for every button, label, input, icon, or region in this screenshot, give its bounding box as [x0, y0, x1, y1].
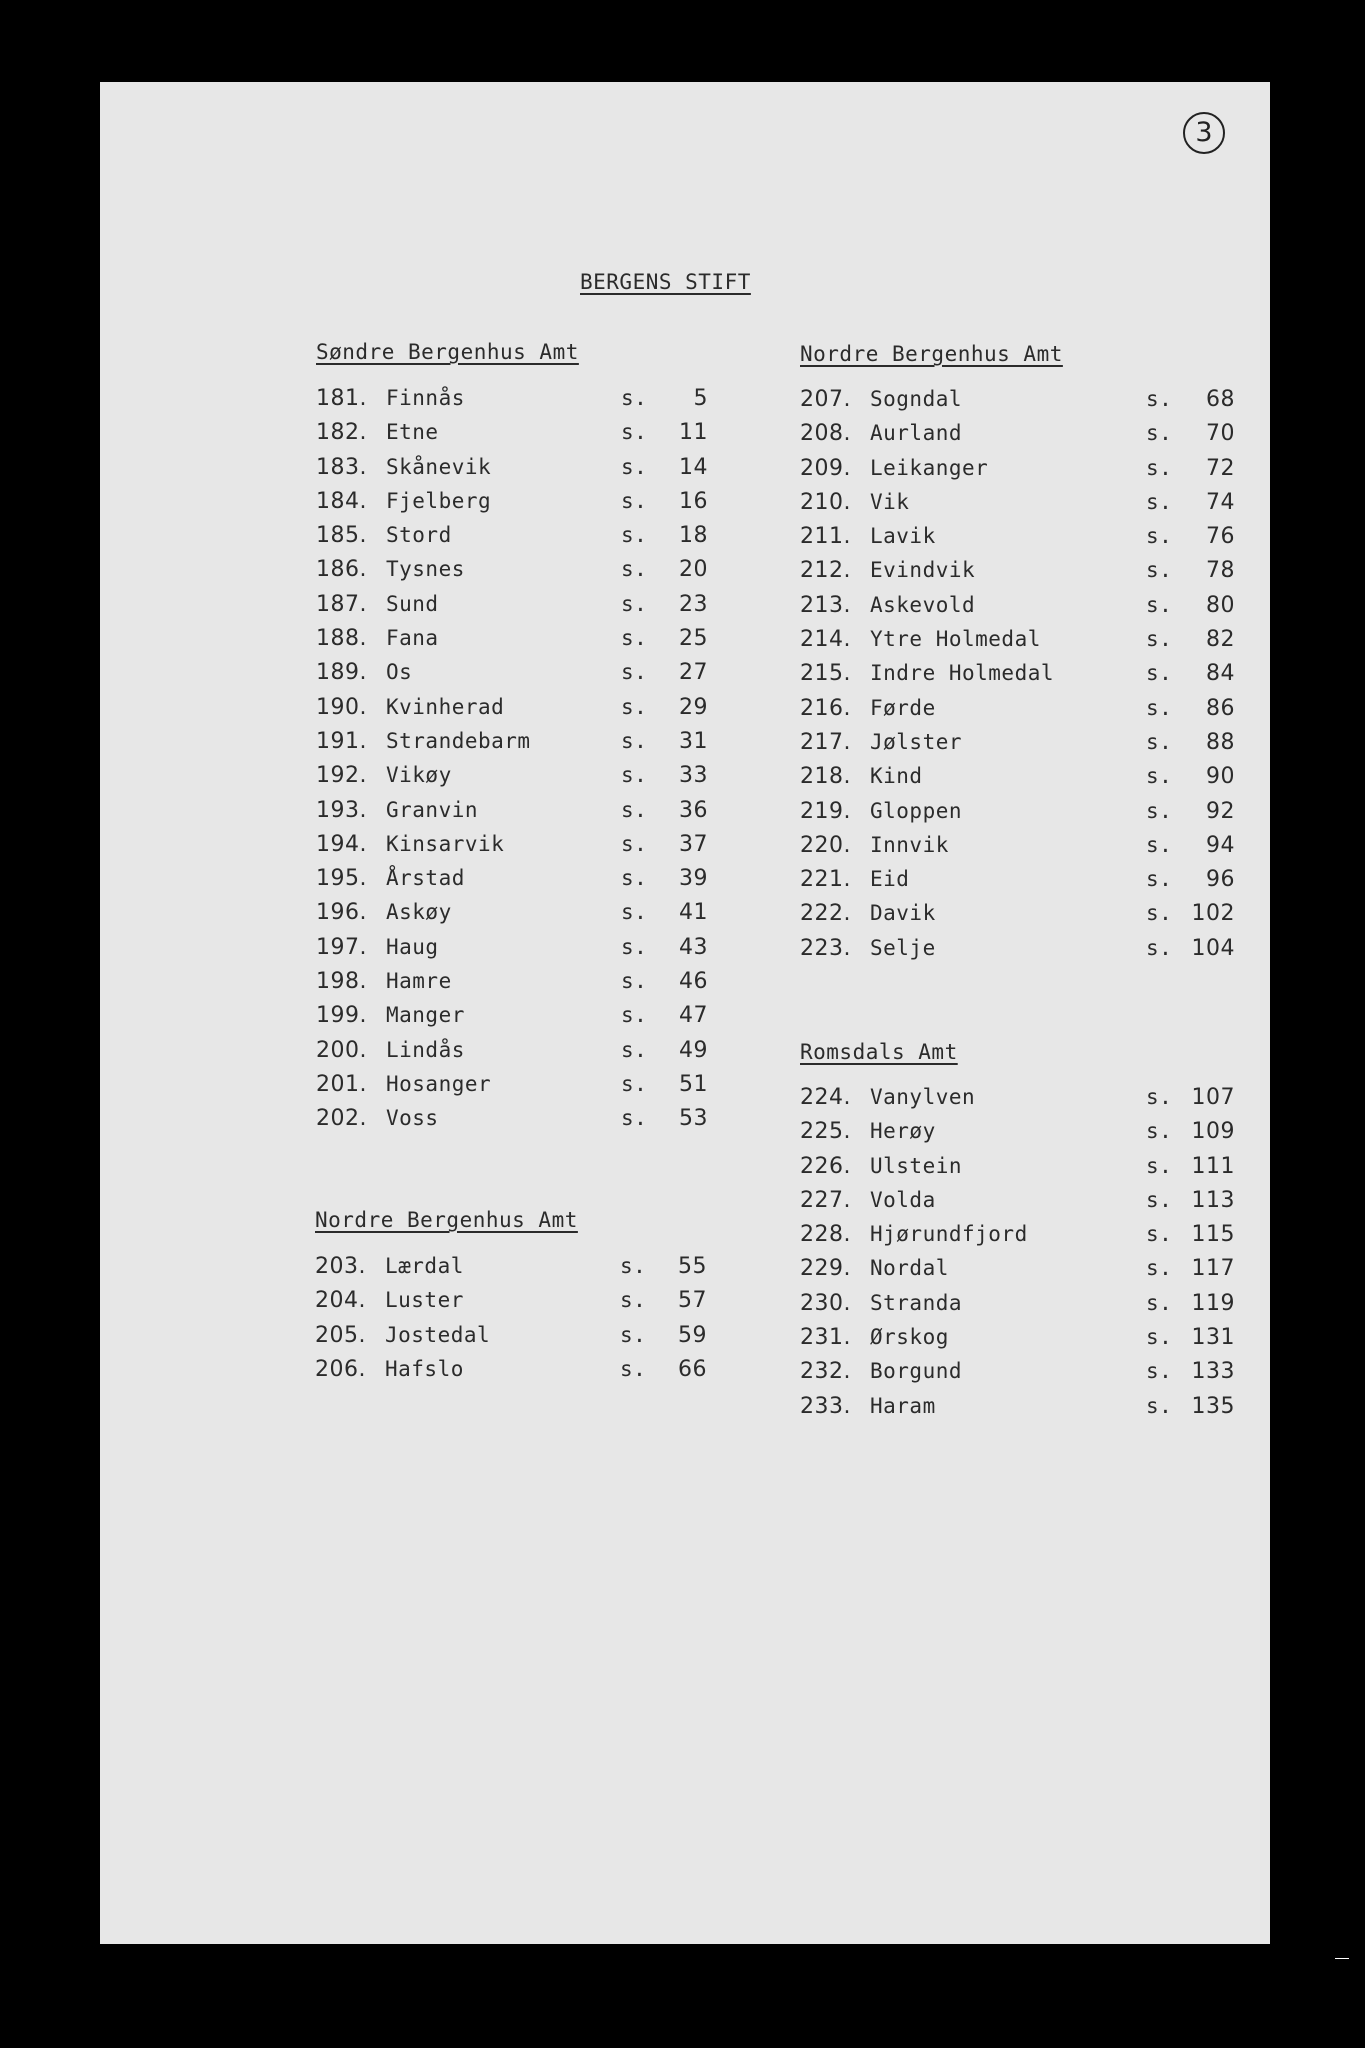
page-abbrev: s.	[620, 1322, 647, 1347]
entry-number: 218.	[800, 764, 851, 790]
list-item	[800, 901, 1240, 935]
entry-number: 221.	[800, 867, 851, 893]
page-ref-number: 27	[679, 660, 708, 686]
parish-name: Vanylven	[870, 1085, 976, 1109]
page-abbrev: s.	[1146, 901, 1173, 926]
entry-number: 214.	[800, 627, 851, 653]
list-item	[800, 661, 1240, 695]
page-ref-number: 76	[1206, 524, 1235, 550]
entry-number: 184.	[316, 488, 367, 514]
entry-number: 185.	[316, 523, 367, 549]
page-abbrev: s.	[1146, 1085, 1173, 1109]
list-item	[316, 695, 716, 729]
page-abbrev: s.	[1146, 1153, 1173, 1178]
list-item	[316, 489, 716, 523]
page-abbrev: s.	[621, 969, 648, 994]
page-abbrev: s.	[1146, 1393, 1173, 1418]
section-list-nordre-bergenhus-left	[315, 1254, 715, 1391]
list-item	[315, 1254, 715, 1288]
page-abbrev: s.	[621, 694, 648, 719]
parish-name: Evindvik	[870, 558, 976, 583]
page-abbrev: s.	[621, 488, 648, 513]
list-item	[800, 1085, 1240, 1119]
list-item	[316, 798, 716, 832]
section-heading-romsdals-amt: Romsdals Amt	[800, 1040, 958, 1064]
parish-name: Lærdal	[385, 1254, 464, 1278]
page-ref-number: 43	[679, 934, 708, 960]
parish-name: Ørskog	[870, 1325, 949, 1350]
list-item	[800, 456, 1240, 490]
parish-name: Selje	[870, 935, 936, 960]
entry-number: 191.	[316, 728, 367, 754]
list-item	[800, 1222, 1240, 1256]
page-abbrev: s.	[621, 763, 648, 788]
entry-number: 201.	[316, 1071, 367, 1097]
parish-name: Nordal	[870, 1256, 949, 1281]
parish-name: Hjørundfjord	[870, 1222, 1028, 1247]
list-item	[800, 764, 1240, 798]
page-abbrev: s.	[621, 1003, 648, 1028]
entry-number: 222.	[800, 901, 851, 927]
page-number-circled: 3	[1183, 112, 1225, 154]
parish-name: Ulstein	[870, 1153, 963, 1178]
parish-name: Kind	[870, 764, 923, 789]
page-ref-number: 90	[1206, 764, 1235, 790]
entry-number: 208.	[800, 421, 851, 447]
entry-number: 225.	[800, 1119, 851, 1145]
page-abbrev: s.	[620, 1254, 647, 1278]
parish-name: Jostedal	[385, 1322, 491, 1347]
entry-number: 220.	[800, 832, 851, 858]
page-abbrev: s.	[620, 1356, 647, 1381]
parish-name: Herøy	[870, 1119, 936, 1144]
page-ref-number: 25	[679, 626, 708, 652]
parish-name: Davik	[870, 901, 936, 926]
page-abbrev: s.	[621, 523, 648, 548]
page-abbrev: s.	[1146, 524, 1173, 549]
page-abbrev: s.	[1146, 627, 1173, 652]
list-item	[316, 592, 716, 626]
entry-number: 202.	[316, 1106, 367, 1132]
entry-number: 213.	[800, 592, 851, 618]
page-ref-number: 102	[1191, 901, 1235, 927]
list-item	[315, 1288, 715, 1322]
list-item	[800, 593, 1240, 627]
entry-number: 189.	[316, 660, 367, 686]
page-ref-number: 41	[679, 900, 708, 926]
page-ref-number: 84	[1206, 661, 1235, 687]
list-item	[800, 1119, 1240, 1153]
page-ref-number: 37	[679, 831, 708, 857]
paper-page	[100, 82, 1270, 1944]
entry-number: 188.	[316, 626, 367, 652]
parish-name: Askevold	[870, 592, 976, 617]
parish-name: Kinsarvik	[386, 831, 505, 856]
parish-name: Sund	[386, 591, 439, 616]
list-item	[800, 1394, 1240, 1428]
parish-name: Luster	[385, 1288, 464, 1313]
page-abbrev: s.	[1146, 1222, 1173, 1247]
entry-number: 227.	[800, 1187, 851, 1213]
page-abbrev: s.	[1146, 798, 1173, 823]
section-list-romsdals-amt	[800, 1085, 1240, 1428]
list-item	[316, 626, 716, 660]
page-abbrev: s.	[1146, 387, 1173, 411]
list-item	[316, 1106, 716, 1140]
entry-number: 195.	[316, 866, 367, 892]
parish-name: Kvinherad	[386, 694, 505, 719]
section-list-nordre-bergenhus-right	[800, 387, 1240, 970]
page-ref-number: 72	[1206, 455, 1235, 481]
entry-number: 203.	[315, 1254, 366, 1279]
list-item	[800, 1325, 1240, 1359]
list-item	[800, 524, 1240, 558]
parish-name: Fana	[386, 626, 439, 651]
page-ref-number: 82	[1206, 627, 1235, 653]
page-abbrev: s.	[1146, 935, 1173, 960]
page-abbrev: s.	[621, 557, 648, 582]
page-ref-number: 33	[679, 763, 708, 789]
page-ref-number: 46	[679, 969, 708, 995]
list-item	[316, 832, 716, 866]
page-abbrev: s.	[621, 866, 648, 891]
page-ref-number: 68	[1206, 387, 1235, 412]
page-ref-number: 96	[1206, 867, 1235, 893]
list-item	[800, 558, 1240, 592]
page-ref-number: 92	[1206, 798, 1235, 824]
page-ref-number: 47	[679, 1003, 708, 1029]
page-ref-number: 31	[679, 728, 708, 754]
page-abbrev: s.	[1146, 1359, 1173, 1384]
page-abbrev: s.	[1146, 455, 1173, 480]
page-ref-number: 111	[1191, 1153, 1235, 1179]
page-ref-number: 70	[1206, 421, 1235, 447]
page-abbrev: s.	[621, 728, 648, 753]
page-abbrev: s.	[1146, 1187, 1173, 1212]
page-ref-number: 11	[679, 420, 708, 446]
entry-number: 199.	[316, 1003, 367, 1029]
list-item	[800, 387, 1240, 421]
page-ref-number: 5	[693, 386, 708, 411]
parish-name: Manger	[386, 1003, 465, 1028]
entry-number: 230.	[800, 1290, 851, 1316]
parish-name: Strandebarm	[386, 728, 531, 753]
page-ref-number: 133	[1191, 1359, 1235, 1385]
list-item	[316, 523, 716, 557]
entry-number: 197.	[316, 934, 367, 960]
page-ref-number: 119	[1191, 1290, 1235, 1316]
page-abbrev: s.	[1146, 867, 1173, 892]
page-ref-number: 14	[679, 454, 708, 480]
entry-number: 228.	[800, 1222, 851, 1248]
entry-number: 229.	[800, 1256, 851, 1282]
list-item	[316, 1072, 716, 1106]
entry-number: 190.	[316, 694, 367, 720]
page-abbrev: s.	[1146, 592, 1173, 617]
page-ref-number: 53	[679, 1106, 708, 1132]
page-ref-number: 117	[1191, 1256, 1235, 1282]
list-item	[800, 799, 1240, 833]
entry-number: 207.	[800, 387, 851, 412]
parish-name: Lavik	[870, 524, 936, 549]
page-ref-number: 29	[679, 694, 708, 720]
page-abbrev: s.	[1146, 695, 1173, 720]
page-ref-number: 59	[678, 1322, 707, 1348]
parish-name: Innvik	[870, 832, 949, 857]
list-item	[316, 557, 716, 591]
page-abbrev: s.	[621, 454, 648, 479]
scan-edge-mark	[1335, 1958, 1349, 1959]
list-item	[800, 936, 1240, 970]
parish-name: Vik	[870, 489, 910, 514]
page-abbrev: s.	[620, 1288, 647, 1313]
list-item	[316, 455, 716, 489]
parish-name: Tysnes	[386, 557, 465, 582]
list-item	[800, 1188, 1240, 1222]
list-item	[316, 935, 716, 969]
parish-name: Stord	[386, 523, 452, 548]
entry-number: 186.	[316, 557, 367, 583]
page-ref-number: 66	[678, 1356, 707, 1382]
page-ref-number: 51	[679, 1071, 708, 1097]
section-heading-sondre-bergenhus: Søndre Bergenhus Amt	[316, 340, 579, 364]
entry-number: 211.	[800, 524, 851, 550]
parish-name: Eid	[870, 867, 910, 892]
parish-name: Borgund	[870, 1359, 963, 1384]
section-heading-nordre-bergenhus-right: Nordre Bergenhus Amt	[800, 342, 1063, 366]
parish-name: Skånevik	[386, 454, 492, 479]
parish-name: Hafslo	[385, 1356, 464, 1381]
list-item	[800, 833, 1240, 867]
parish-name: Fjelberg	[386, 488, 492, 513]
entry-number: 196.	[316, 900, 367, 926]
page-abbrev: s.	[1146, 832, 1173, 857]
entry-number: 183.	[316, 454, 367, 480]
entry-number: 209.	[800, 455, 851, 481]
entry-number: 200.	[316, 1037, 367, 1063]
entry-number: 181.	[316, 386, 367, 411]
entry-number: 187.	[316, 591, 367, 617]
entry-number: 226.	[800, 1153, 851, 1179]
list-item	[315, 1357, 715, 1391]
parish-name: Haram	[870, 1393, 936, 1418]
page-ref-number: 131	[1191, 1325, 1235, 1351]
page-ref-number: 107	[1191, 1085, 1235, 1110]
page-abbrev: s.	[621, 934, 648, 959]
parish-name: Stranda	[870, 1290, 963, 1315]
list-item	[800, 1256, 1240, 1290]
entry-number: 182.	[316, 420, 367, 446]
list-item	[315, 1323, 715, 1357]
list-item	[800, 696, 1240, 730]
page-abbrev: s.	[621, 591, 648, 616]
page-ref-number: 94	[1206, 832, 1235, 858]
list-item	[316, 763, 716, 797]
parish-name: Askøy	[386, 900, 452, 925]
entry-number: 206.	[315, 1356, 366, 1382]
parish-name: Volda	[870, 1187, 936, 1212]
entry-number: 223.	[800, 935, 851, 961]
page-ref-number: 18	[679, 523, 708, 549]
entry-number: 198.	[316, 969, 367, 995]
parish-name: Førde	[870, 695, 936, 720]
page-abbrev: s.	[1146, 1119, 1173, 1144]
list-item	[800, 867, 1240, 901]
entry-number: 233.	[800, 1393, 851, 1419]
page-abbrev: s.	[1146, 489, 1173, 514]
parish-name: Aurland	[870, 421, 963, 446]
entry-number: 212.	[800, 558, 851, 584]
parish-name: Leikanger	[870, 455, 989, 480]
page-abbrev: s.	[1146, 1325, 1173, 1350]
page-ref-number: 55	[678, 1254, 707, 1279]
page-ref-number: 74	[1206, 489, 1235, 515]
page-ref-number: 36	[679, 797, 708, 823]
page-abbrev: s.	[1146, 729, 1173, 754]
parish-name: Finnås	[386, 386, 465, 410]
parish-name: Voss	[386, 1106, 439, 1131]
page-abbrev: s.	[621, 386, 648, 410]
entry-number: 217.	[800, 729, 851, 755]
page-abbrev: s.	[1146, 558, 1173, 583]
section-heading-nordre-bergenhus-left: Nordre Bergenhus Amt	[315, 1208, 578, 1232]
parish-name: Haug	[386, 934, 439, 959]
parish-name: Vikøy	[386, 763, 452, 788]
page-ref-number: 86	[1206, 695, 1235, 721]
page-abbrev: s.	[621, 900, 648, 925]
section-list-sondre-bergenhus	[316, 386, 716, 1141]
parish-name: Lindås	[386, 1037, 465, 1062]
page-abbrev: s.	[621, 831, 648, 856]
entry-number: 205.	[315, 1322, 366, 1348]
page-ref-number: 115	[1191, 1222, 1235, 1248]
list-item	[316, 866, 716, 900]
page-ref-number: 49	[679, 1037, 708, 1063]
entry-number: 192.	[316, 763, 367, 789]
page-ref-number: 135	[1191, 1393, 1235, 1419]
page-ref-number: 23	[679, 591, 708, 617]
page-abbrev: s.	[621, 1071, 648, 1096]
entry-number: 204.	[315, 1288, 366, 1314]
page-ref-number: 16	[679, 488, 708, 514]
list-item	[316, 420, 716, 454]
list-item	[800, 730, 1240, 764]
entry-number: 232.	[800, 1359, 851, 1385]
entry-number: 216.	[800, 695, 851, 721]
page-ref-number: 78	[1206, 558, 1235, 584]
entry-number: 193.	[316, 797, 367, 823]
page-ref-number: 20	[679, 557, 708, 583]
parish-name: Sogndal	[870, 387, 963, 411]
list-item	[316, 729, 716, 763]
list-item	[316, 1003, 716, 1037]
page-abbrev: s.	[621, 797, 648, 822]
list-item	[800, 627, 1240, 661]
page-abbrev: s.	[1146, 1256, 1173, 1281]
list-item	[316, 969, 716, 1003]
page-abbrev: s.	[1146, 764, 1173, 789]
parish-name: Hamre	[386, 969, 452, 994]
page-ref-number: 39	[679, 866, 708, 892]
page-abbrev: s.	[621, 660, 648, 685]
page-abbrev: s.	[1146, 1290, 1173, 1315]
document-title: BERGENS STIFT	[580, 270, 751, 294]
page-ref-number: 104	[1191, 935, 1235, 961]
parish-name: Granvin	[386, 797, 479, 822]
page-abbrev: s.	[621, 1037, 648, 1062]
page-abbrev: s.	[1146, 661, 1173, 686]
page-abbrev: s.	[621, 420, 648, 445]
parish-name: Årstad	[386, 866, 465, 891]
list-item	[800, 1359, 1240, 1393]
page-ref-number: 113	[1191, 1187, 1235, 1213]
page-ref-number: 80	[1206, 592, 1235, 618]
parish-name: Os	[386, 660, 413, 685]
entry-number: 231.	[800, 1325, 851, 1351]
entry-number: 194.	[316, 831, 367, 857]
entry-number: 219.	[800, 798, 851, 824]
entry-number: 215.	[800, 661, 851, 687]
parish-name: Jølster	[870, 729, 963, 754]
entry-number: 210.	[800, 489, 851, 515]
list-item	[800, 421, 1240, 455]
parish-name: Hosanger	[386, 1071, 492, 1096]
page-abbrev: s.	[621, 626, 648, 651]
page-abbrev: s.	[621, 1106, 648, 1131]
parish-name: Ytre Holmedal	[870, 627, 1041, 652]
parish-name: Gloppen	[870, 798, 963, 823]
page-ref-number: 88	[1206, 729, 1235, 755]
entry-number: 224.	[800, 1085, 851, 1110]
parish-name: Indre Holmedal	[870, 661, 1055, 686]
page-ref-number: 57	[678, 1288, 707, 1314]
list-item	[800, 490, 1240, 524]
list-item	[316, 1038, 716, 1072]
parish-name: Etne	[386, 420, 439, 445]
list-item	[800, 1154, 1240, 1188]
list-item	[800, 1291, 1240, 1325]
page-ref-number: 109	[1191, 1119, 1235, 1145]
list-item	[316, 900, 716, 934]
list-item	[316, 386, 716, 420]
page-abbrev: s.	[1146, 421, 1173, 446]
list-item	[316, 660, 716, 694]
